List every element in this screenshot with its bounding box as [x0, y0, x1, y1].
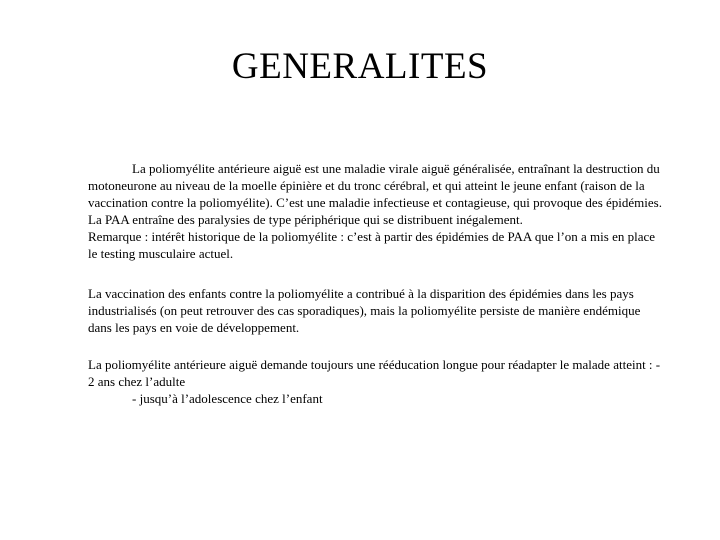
slide-title: GENERALITES: [231, 46, 489, 87]
paragraph-spacer: [88, 336, 664, 356]
intro-paragraph: La poliomyélite antérieure aiguë est une maladie virale aiguë généralisée, entraînant la destruction du motoneurone au niveau de la moelle épinière et du tronc cérébral, et qui atteint le jeune enfant (raison de la vaccination contre la poliomyélite). C’est une maladie infectieuse et contagieuse, qui provoque des épidémies. La PAA entraîne des paralysies de type périphérique qui se distribuent inégalement.: [88, 161, 662, 227]
paragraph-spacer: [88, 262, 664, 285]
slide-body: [88, 160, 664, 407]
reeducation-paragraph: La poliomyélite antérieure aiguë demande toujours une rééducation longue pour réadapter le malade atteint : - 2 ans chez l’adulte: [88, 357, 661, 389]
remark-paragraph: Remarque : intérêt historique de la poliomyélite : c’est à partir des épidémies de PAA que l’on a mis en place le testing musculaire actuel.: [88, 229, 656, 261]
vaccination-paragraph: La vaccination des enfants contre la poliomyélite a contribué à la disparition des épidémies dans les pays industrialisés (on peut retrouver des cas sporadiques), mais la poliomyélite persiste de manière endémique dans les pays en voie de développement.: [88, 286, 641, 335]
reeducation-child-line: - jusqu’à l’adolescence chez l’enfant: [132, 391, 323, 406]
